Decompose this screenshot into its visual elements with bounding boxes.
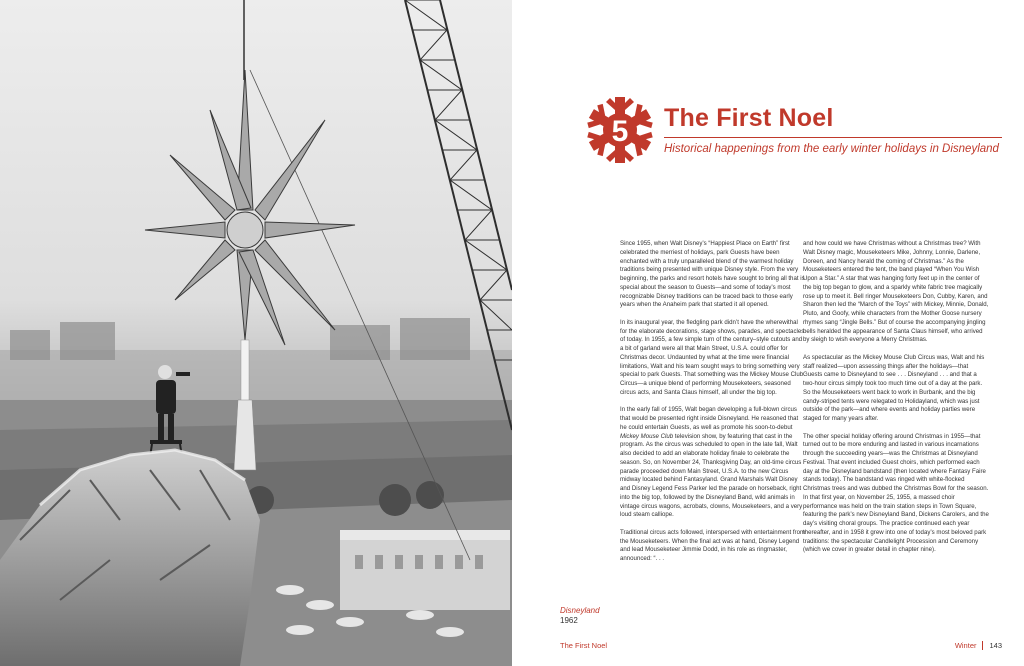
- chapter-title: The First Noel: [664, 104, 834, 132]
- paragraph: Traditional circus acts followed, interspersed with entertainment from the Mouseketeers. When the final act was at hand, Disney Legend and lead Mouseketeer Jimmie Dodd, in his role as ringmaster, announced: “. . .: [620, 528, 806, 562]
- paragraph: As spectacular as the Mickey Mouse Club Circus was, Walt and his staff realized—upon assessing things after the holidays—that Guests came to Disneyland to see . . . Disneyland . . . and that a two-hour circus simply took too much time out of a day at the park. So the Mouseketeers went back to work in Burbank, and the big candy-striped tents were relegated to Holidayland, which was just outside of the park—and where events and holiday parties were staged for many years after.: [803, 353, 985, 422]
- paragraph: In its inaugural year, the fledgling park didn’t have the wherewithal for the elaborate decorations, stage shows, parades, and spectacles of today. In 1955, a few simple turn of the century–style cutouts and a bit of garland were all that Main Street, U.S.A. could offer for Christmas decor. Undaunted by what at the time were financial limitations, Walt and his team sought ways to bring something very special to park Guests. That something was the Mickey Mouse Club Circus—a unique blend of performing Mouseketeers, seasoned circus acts, and Santa Claus himself, all under the big top.: [620, 318, 805, 396]
- snowflake-icon: [586, 96, 654, 164]
- caption-year: 1962: [560, 616, 578, 625]
- caption-title: Disneyland: [560, 606, 600, 615]
- chapter-number-snowflake: [586, 96, 654, 164]
- running-footer-chapter: The First Noel: [560, 641, 608, 650]
- title-divider: [664, 137, 1002, 138]
- chapter-subtitle: Historical happenings from the early winter holidays in Disneyland: [664, 143, 999, 155]
- paragraph: The other special holiday offering around Christmas in 1955—that turned out to be more enduring and lasted in various incarnations through the succeeding years—was the Christmas at Disneyland Festival. That event included Guest choirs, which performed each day at the Disneyland bandstand (then located where Fantasy Faire stands today). The bandstand was ringed with white-flocked Christmas trees and was dubbed the Christmas Bowl for the season. In that first year, on November 25, 1955, a massed choir performance was held on the train station steps in Town Square, featuring the park’s new Disneyland Band, Dickens Carolers, and the day’s visiting choral groups. The practice continued each year thereafter, and in 1958 it grew into one of today’s most beloved park traditions: the spectacular Candlelight Procession and Ceremony (which we cover in greater detail in chapter nine).: [803, 432, 989, 554]
- text-run: television show, by featuring that cast in the program. As the circus was scheduled to open in the late fall, Walt also decided to add an elaborate holiday finale to celebrate the season. So, on November 24, Thanksgiving Day, an old-time circus parade proceeded down Main Street, U.S.A. to the new Circus midway located behind Fantasyland. Grand Marshals Walt Disney and Disney Legend Fess Parker led the parade on horseback, right into the big top, followed by the Disneyland Band, wild animals in vintage circus wagons, acrobats, clowns, Mouseketeers, and a very loud steam calliope.: [620, 432, 803, 519]
- body-column-right: [803, 240, 989, 564]
- paragraph: [620, 406, 806, 520]
- body-column-left: [620, 240, 806, 573]
- page-number: 143: [989, 641, 1002, 650]
- paragraph: and how could we have Christmas without a Christmas tree? With Walt Disney magic, Mouseketeers Mike, Johnny, Lonnie, Darlene, Doreen, and Nancy herald the coming of Christmas.” As the Mouseketeers entered the tent, the band played “When You Wish Upon a Star.” A star that was hanging forty feet up in the center of the big top began to glow, and a sparkly white fabric tree magically rose up to meet it. Bell ringer Mouseketeers Don, Cubby, Karen, and Sharon then led the “March of the Toys” with Mickey, Minnie, Donald, Pluto, and Goofy, while characters from the Mother Goose nursery rhymes sang “Jingle Bells.” But of course the accompanying jingling bells heralded the appearance of Santa Claus himself, who arrived by sleigh to wish everyone a Merry Christmas.: [803, 240, 989, 344]
- section-name: Winter: [954, 641, 977, 650]
- text-run: In the early fall of 1955, Walt began developing a full-blown circus that would be presented right inside Disneyland. He reasoned that he could entertain Guests, as well as promote his soon-to-debut: [620, 406, 799, 431]
- photo-caption: [560, 606, 600, 626]
- running-footer-page: [955, 641, 1002, 650]
- footer-divider: [982, 641, 983, 650]
- paragraph: Since 1955, when Walt Disney’s “Happiest Place on Earth” first celebrated the merriest of holidays, park Guests have been enchanted with a truly unparalleled blend of the warmest holiday traditions being presented with unique Disney style. From the very beginning, the parks and resort hotels have sought to bring all that is special about the season to Guests—and some of today’s most recognizable Disney traditions can be traced back to those early years when the Anaheim park that started it all opened.: [620, 240, 805, 309]
- chapter-number: 5: [611, 115, 629, 148]
- show-title: Mickey Mouse Club: [620, 432, 674, 440]
